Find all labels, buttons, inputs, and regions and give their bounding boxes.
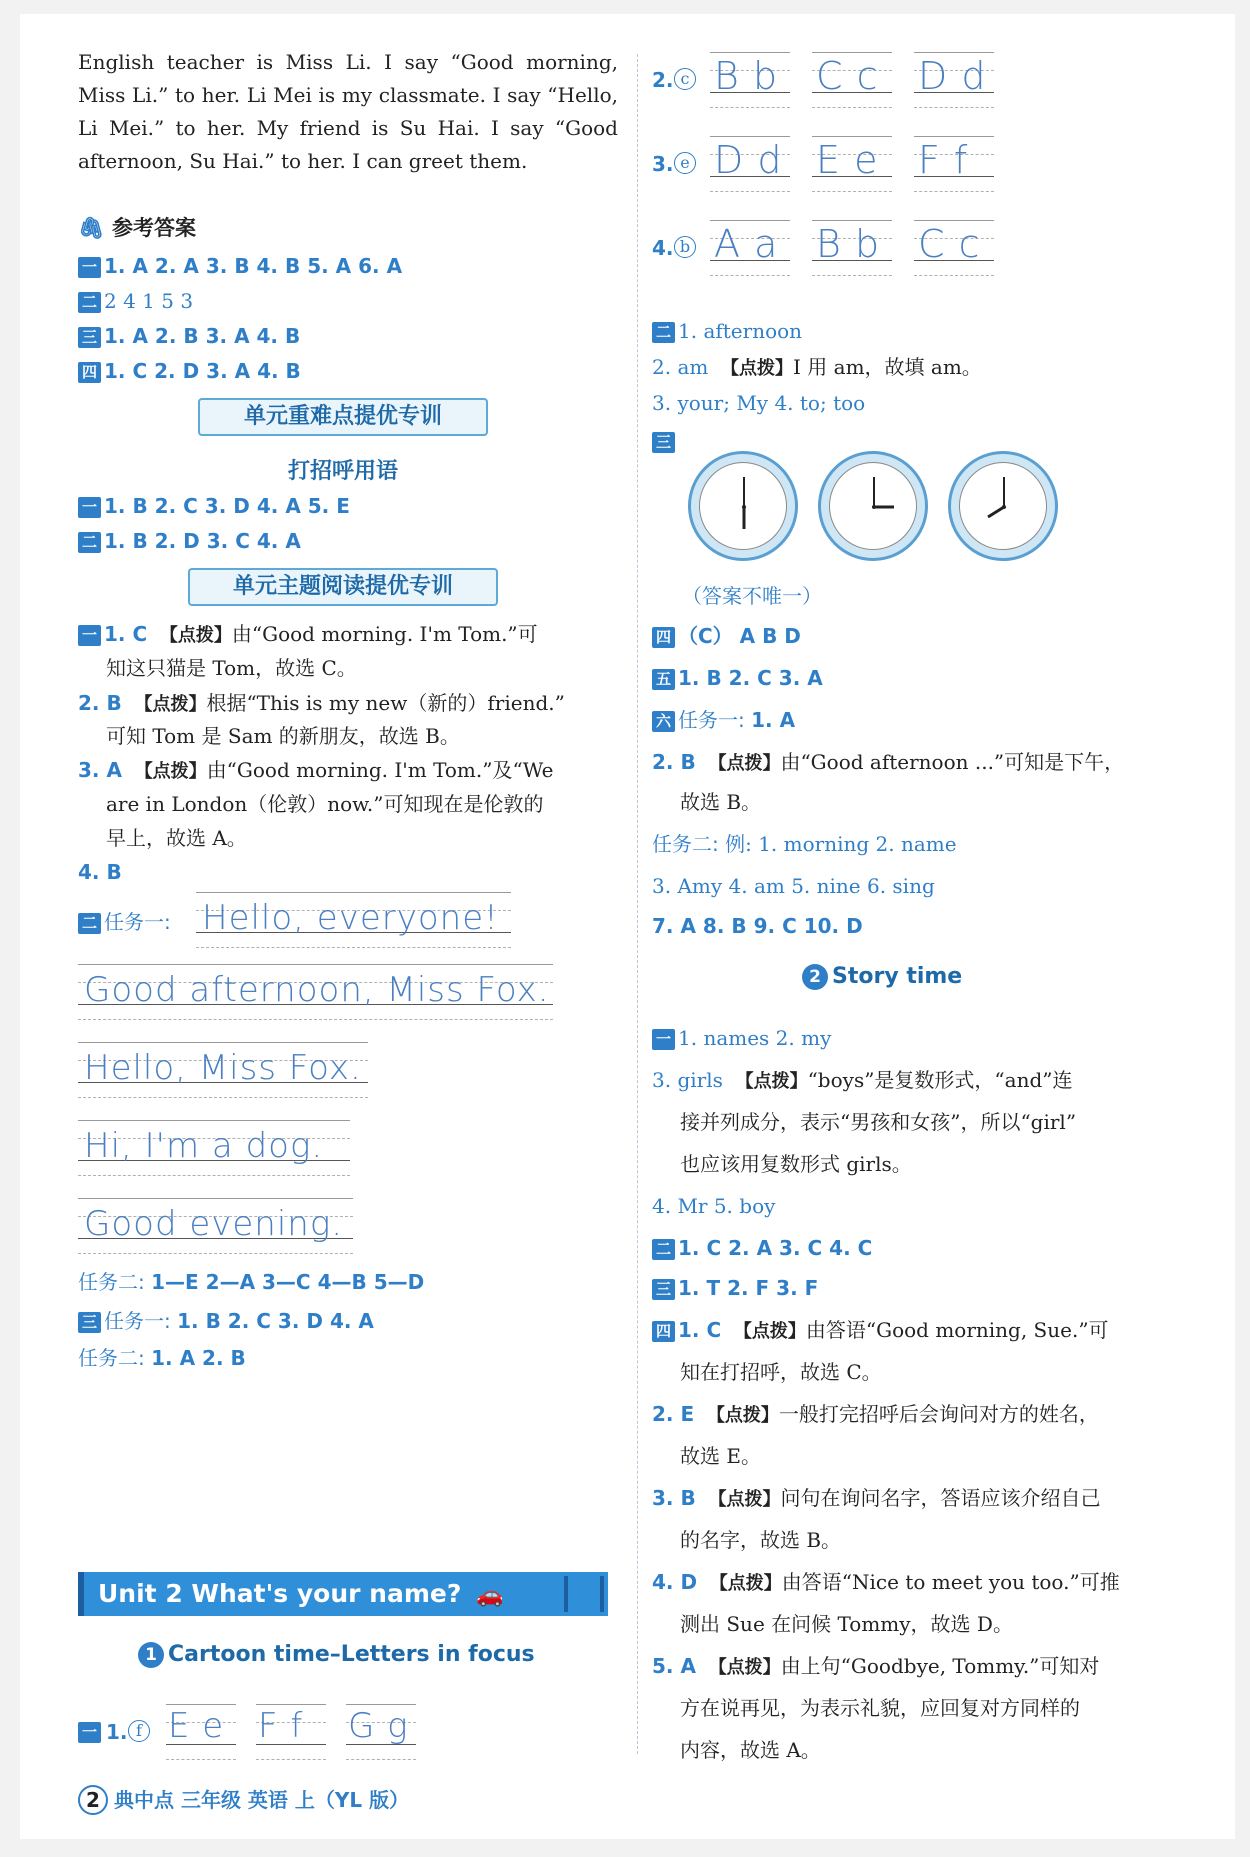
note-line: （答案不唯一） xyxy=(682,584,822,608)
page-footer xyxy=(78,1784,409,1815)
answer-row: 4. B xyxy=(78,860,122,884)
paperclip-icon: 🖇 xyxy=(78,216,105,240)
explanation-line: 可知 Tom 是 Sam 的新朋友，故选 B。 xyxy=(106,724,460,748)
answer-row: 五 1. B 2. C 3. A xyxy=(652,666,823,690)
answer-row: 2. B 【点拨】根据“This is my new（新的）friend.” xyxy=(78,691,565,715)
answer-row: 2. B 【点拨】由“Good afternoon ...”可知是下午， xyxy=(652,750,1125,774)
explanation-line: 早上，故选 A。 xyxy=(106,826,247,850)
answer-row: 5. A 【点拨】由上句“Goodbye, Tommy.”可知对 xyxy=(652,1654,1100,1678)
clock-hands xyxy=(830,463,918,551)
explanation-line: 方在说再见，为表示礼貌，应回复对方同样的 xyxy=(680,1696,1080,1720)
explanation-line: 测出 Sue 在问候 Tommy，故选 D。 xyxy=(680,1612,1013,1636)
answer-row: 一 1. C 【点拨】由“Good morning. I'm Tom.”可 xyxy=(78,622,538,648)
letter-box: E e xyxy=(166,1704,236,1760)
explanation-line: are in London（伦敦）now.”可知现在是伦敦的 xyxy=(106,792,544,816)
handwriting-line: Hi, I'm a dog. xyxy=(78,1120,350,1176)
letter-box: E e xyxy=(812,136,892,192)
answer-row: 三 任务一: 1. B 2. C 3. D 4. A xyxy=(78,1309,374,1333)
letter-box: D d xyxy=(914,52,994,108)
unit-title-bar: Unit 2 What's your name? 🚗 xyxy=(78,1572,608,1616)
answer-row: 2. E 【点拨】一般打完招呼后会询问对方的姓名， xyxy=(652,1402,1099,1426)
page-number: 2 xyxy=(78,1785,108,1815)
letter-box: B b xyxy=(710,52,790,108)
explanation-line: 也应该用复数形式 girls。 xyxy=(680,1152,912,1176)
explanation-line: 内容，故选 A。 xyxy=(680,1738,821,1762)
explanation-line: 的名字，故选 B。 xyxy=(680,1528,842,1552)
letter-writing-row: 2. c B b C c D d xyxy=(652,52,1212,108)
section-banner: 单元主题阅读提优专训 xyxy=(188,568,498,606)
lesson-heading: 2 Story time xyxy=(802,964,962,990)
handwriting-line: Good evening. xyxy=(78,1198,353,1254)
letter-box: B b xyxy=(812,220,892,276)
handwriting-line: Hello, Miss Fox. xyxy=(78,1042,368,1098)
task-label: 二 任务一: xyxy=(78,910,171,934)
answer-row: 二 1. C 2. A 3. C 4. C xyxy=(652,1236,872,1260)
answer-row: 六 任务一: 1. A xyxy=(652,708,795,732)
clock-face xyxy=(948,451,1058,561)
choice-circle: c xyxy=(674,68,696,90)
answer-row: 4. D 【点拨】由答语“Nice to meet you too.”可推 xyxy=(652,1570,1120,1594)
answer-row: 四 1. C 【点拨】由答语“Good morning, Sue.”可 xyxy=(652,1318,1109,1344)
letter-box: F f xyxy=(914,136,994,192)
answer-row: 3. B 【点拨】问句在询问名字，答语应该介绍自己 xyxy=(652,1486,1101,1510)
answer-row: 三 1. A 2. B 3. A 4. B xyxy=(78,324,300,348)
letter-box: C c xyxy=(914,220,994,276)
clock-face xyxy=(818,451,928,561)
explanation-line: 知这只猫是 Tom，故选 C。 xyxy=(106,656,357,680)
explanation-line: 接并列成分，表示“男孩和女孩”，所以“girl” xyxy=(680,1110,1077,1134)
car-icon: 🚗 xyxy=(476,1583,504,1608)
letter-box: G g xyxy=(346,1704,416,1760)
section-subheading: 打招呼用语 xyxy=(287,459,398,484)
answer-row: 四 1. C 2. D 3. A 4. B xyxy=(78,359,301,383)
answer-row: 3. girls 【点拨】“boys”是复数形式，“and”连 xyxy=(652,1068,1073,1092)
answer-row: 一 1. B 2. C 3. D 4. A 5. E xyxy=(78,494,350,518)
letter-writing-row: 一 1. f E e F f G g xyxy=(78,1704,618,1760)
answer-row: 三 xyxy=(652,429,678,453)
letter-box: A a xyxy=(710,220,790,276)
answer-row: 一 1. names 2. my xyxy=(652,1026,831,1050)
explanation-line: 故选 E。 xyxy=(680,1444,761,1468)
answer-row: 一 1. A 2. A 3. B 4. B 5. A 6. A xyxy=(78,254,402,278)
answer-row: 任务二: 1. A 2. B xyxy=(78,1346,246,1370)
decorative-stripes xyxy=(564,1576,604,1612)
letter-box: D d xyxy=(710,136,790,192)
answers-title: 🖇 参考答案 xyxy=(78,216,196,240)
answer-row: 2. am 【点拨】I 用 am，故填 am。 xyxy=(652,355,982,379)
page xyxy=(20,14,1235,1839)
answer-row: 三 1. T 2. F 3. F xyxy=(652,1276,818,1300)
letter-writing-row: 4. b A a B b C c xyxy=(652,220,1212,276)
answer-row: 3. your; My 4. to; too xyxy=(652,391,866,415)
letter-box: C c xyxy=(812,52,892,108)
answer-row: 7. A 8. B 9. C 10. D xyxy=(652,914,863,938)
explanation-line: 知在打招呼，故选 C。 xyxy=(680,1360,882,1384)
answer-row: 二 2 4 1 5 3 xyxy=(78,289,193,313)
answer-row: 二 1. afternoon xyxy=(652,319,802,343)
clock-face xyxy=(688,451,798,561)
handwriting-line: Hello, everyone! xyxy=(196,892,511,948)
answer-row: 四 （C） A B D xyxy=(652,624,801,648)
choice-circle: f xyxy=(128,1720,150,1742)
intro-paragraph: English teacher is Miss Li. I say “Good morning, Miss Li.” to her. Li Mei is my classmate. I say “Hello, Li Mei.” to her. My friend is Su Hai. I say “Good afternoon, Su Hai.” to her. I can greet them. xyxy=(78,50,618,173)
answer-row: 3. A 【点拨】由“Good morning. I'm Tom.”及“We xyxy=(78,758,554,782)
choice-circle: e xyxy=(674,152,696,174)
letter-writing-row: 3. e D d E e F f xyxy=(652,136,1212,192)
explanation-line: 故选 B。 xyxy=(680,790,762,814)
answer-row: 任务二: 1—E 2—A 3—C 4—B 5—D xyxy=(78,1270,425,1294)
answer-row: 3. Amy 4. am 5. nine 6. sing xyxy=(652,874,935,898)
choice-circle: b xyxy=(674,236,696,258)
column-divider xyxy=(637,54,638,1754)
answer-row: 任务二: 例: 1. morning 2. name xyxy=(652,832,957,856)
lesson-heading: 1 Cartoon time–Letters in focus xyxy=(138,1642,535,1668)
section-banner: 单元重难点提优专训 xyxy=(198,398,488,436)
answer-row: 二 1. B 2. D 3. C 4. A xyxy=(78,529,301,553)
letter-box: F f xyxy=(256,1704,326,1760)
answer-row: 4. Mr 5. boy xyxy=(652,1194,776,1218)
clock-hands xyxy=(960,463,1048,551)
book-title: 典中点 三年级 英语 上（YL 版） xyxy=(114,1788,410,1812)
handwriting-line: Good afternoon, Miss Fox. xyxy=(78,964,553,1020)
clock-hands xyxy=(700,463,788,551)
